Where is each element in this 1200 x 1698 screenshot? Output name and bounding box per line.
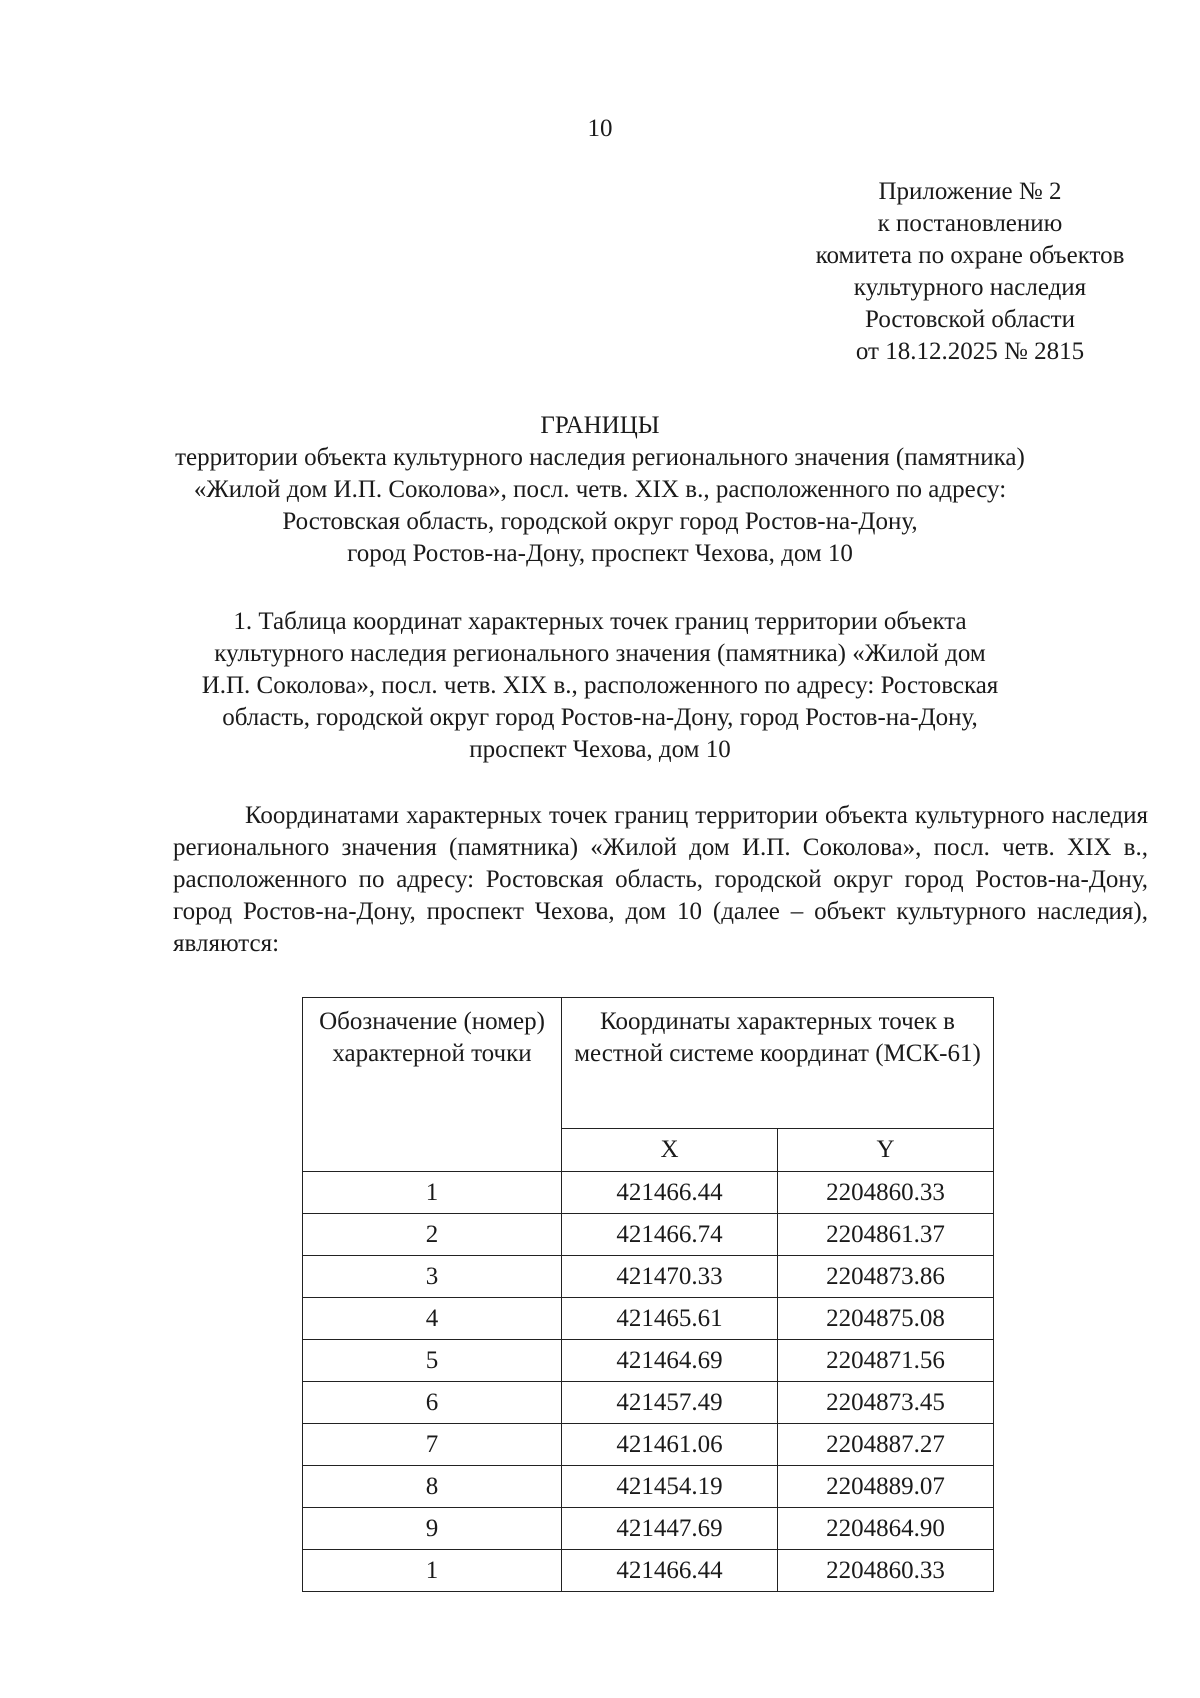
point-x: 421465.61: [562, 1298, 778, 1340]
point-number: 8: [303, 1466, 562, 1508]
table-row: [303, 1298, 994, 1340]
point-number: 9: [303, 1508, 562, 1550]
point-number: 3: [303, 1256, 562, 1298]
point-x: 421466.74: [562, 1214, 778, 1256]
point-y: 2204873.45: [778, 1382, 994, 1424]
point-y: 2204887.27: [778, 1424, 994, 1466]
point-x: 421470.33: [562, 1256, 778, 1298]
table-row: [303, 1172, 994, 1214]
subtitle-line: «Жилой дом И.П. Соколова», посл. четв. XIX в., расположенного по адресу:: [193, 476, 1007, 503]
point-number: 1: [303, 1172, 562, 1214]
point-y: 2204871.56: [778, 1340, 994, 1382]
document-title: ГРАНИЦЫ: [540, 412, 660, 439]
point-x: 421447.69: [562, 1508, 778, 1550]
section-heading-line: культурного наследия регионального значения (памятника) «Жилой дом: [214, 640, 986, 667]
section-heading-line: область, городской округ город Ростов-на-Дону, город Ростов-на-Дону,: [222, 704, 978, 731]
appendix-line: от 18.12.2025 № 2815: [855, 338, 1085, 365]
section-heading: [0, 606, 1200, 766]
table-row: [303, 1256, 994, 1298]
table-row: [303, 1340, 994, 1382]
point-x: 421466.44: [562, 1172, 778, 1214]
point-number: 4: [303, 1298, 562, 1340]
point-y: 2204861.37: [778, 1214, 994, 1256]
coordinates-table: [302, 997, 994, 1592]
header-point-designation: Обозначение (номер) характерной точки: [303, 998, 562, 1172]
appendix-line: Приложение № 2: [878, 178, 1062, 205]
point-number: 2: [303, 1214, 562, 1256]
point-number: 5: [303, 1340, 562, 1382]
appendix-line: комитета по охране объектов: [815, 242, 1125, 269]
point-y: 2204860.33: [778, 1550, 994, 1592]
point-number: 1: [303, 1550, 562, 1592]
section-heading-line: И.П. Соколова», посл. четв. XIX в., расположенного по адресу: Ростовская: [201, 672, 999, 699]
appendix-block: [760, 176, 1180, 368]
point-x: 421457.49: [562, 1382, 778, 1424]
table-row: [303, 1424, 994, 1466]
point-y: 2204889.07: [778, 1466, 994, 1508]
point-y: 2204873.86: [778, 1256, 994, 1298]
document-subtitle: [0, 442, 1200, 570]
table-row: [303, 1550, 994, 1592]
header-coordinates: Координаты характерных точек в местной системе координат (МСК-61): [562, 998, 994, 1129]
table-row: [303, 1382, 994, 1424]
appendix-line: культурного наследия: [853, 274, 1087, 301]
page-number: 10: [587, 115, 613, 142]
point-y: 2204864.90: [778, 1508, 994, 1550]
point-y: 2204875.08: [778, 1298, 994, 1340]
point-number: 6: [303, 1382, 562, 1424]
point-x: 421466.44: [562, 1550, 778, 1592]
point-x: 421464.69: [562, 1340, 778, 1382]
table-row: [303, 1508, 994, 1550]
subtitle-line: город Ростов-на-Дону, проспект Чехова, дом 10: [347, 540, 853, 567]
header-y: Y: [778, 1129, 994, 1172]
point-x: 421461.06: [562, 1424, 778, 1466]
section-heading-line: 1. Таблица координат характерных точек границ территории объекта: [233, 608, 967, 635]
intro-paragraph: Координатами характерных точек границ территории объекта культурного наследия регионального значения (памятника) «Жилой дом И.П. Соколова», посл. четв. XIX в., расположенного по адресу: Ростовская область, городской округ город Ростов-на-Дону, город Ростов-на-Дону, проспект Чехова, дом 10 (далее – объект культурного наследия), являются:: [173, 802, 1148, 957]
header-x: X: [562, 1129, 778, 1172]
appendix-line: Ростовской области: [865, 306, 1075, 333]
point-number: 7: [303, 1424, 562, 1466]
subtitle-line: территории объекта культурного наследия регионального значения (памятника): [175, 444, 1025, 471]
table-row: [303, 1466, 994, 1508]
table-row: [303, 1214, 994, 1256]
point-y: 2204860.33: [778, 1172, 994, 1214]
appendix-line: к постановлению: [877, 210, 1063, 237]
subtitle-line: Ростовская область, городской округ город Ростов-на-Дону,: [282, 508, 918, 535]
section-heading-line: проспект Чехова, дом 10: [469, 736, 731, 763]
point-x: 421454.19: [562, 1466, 778, 1508]
